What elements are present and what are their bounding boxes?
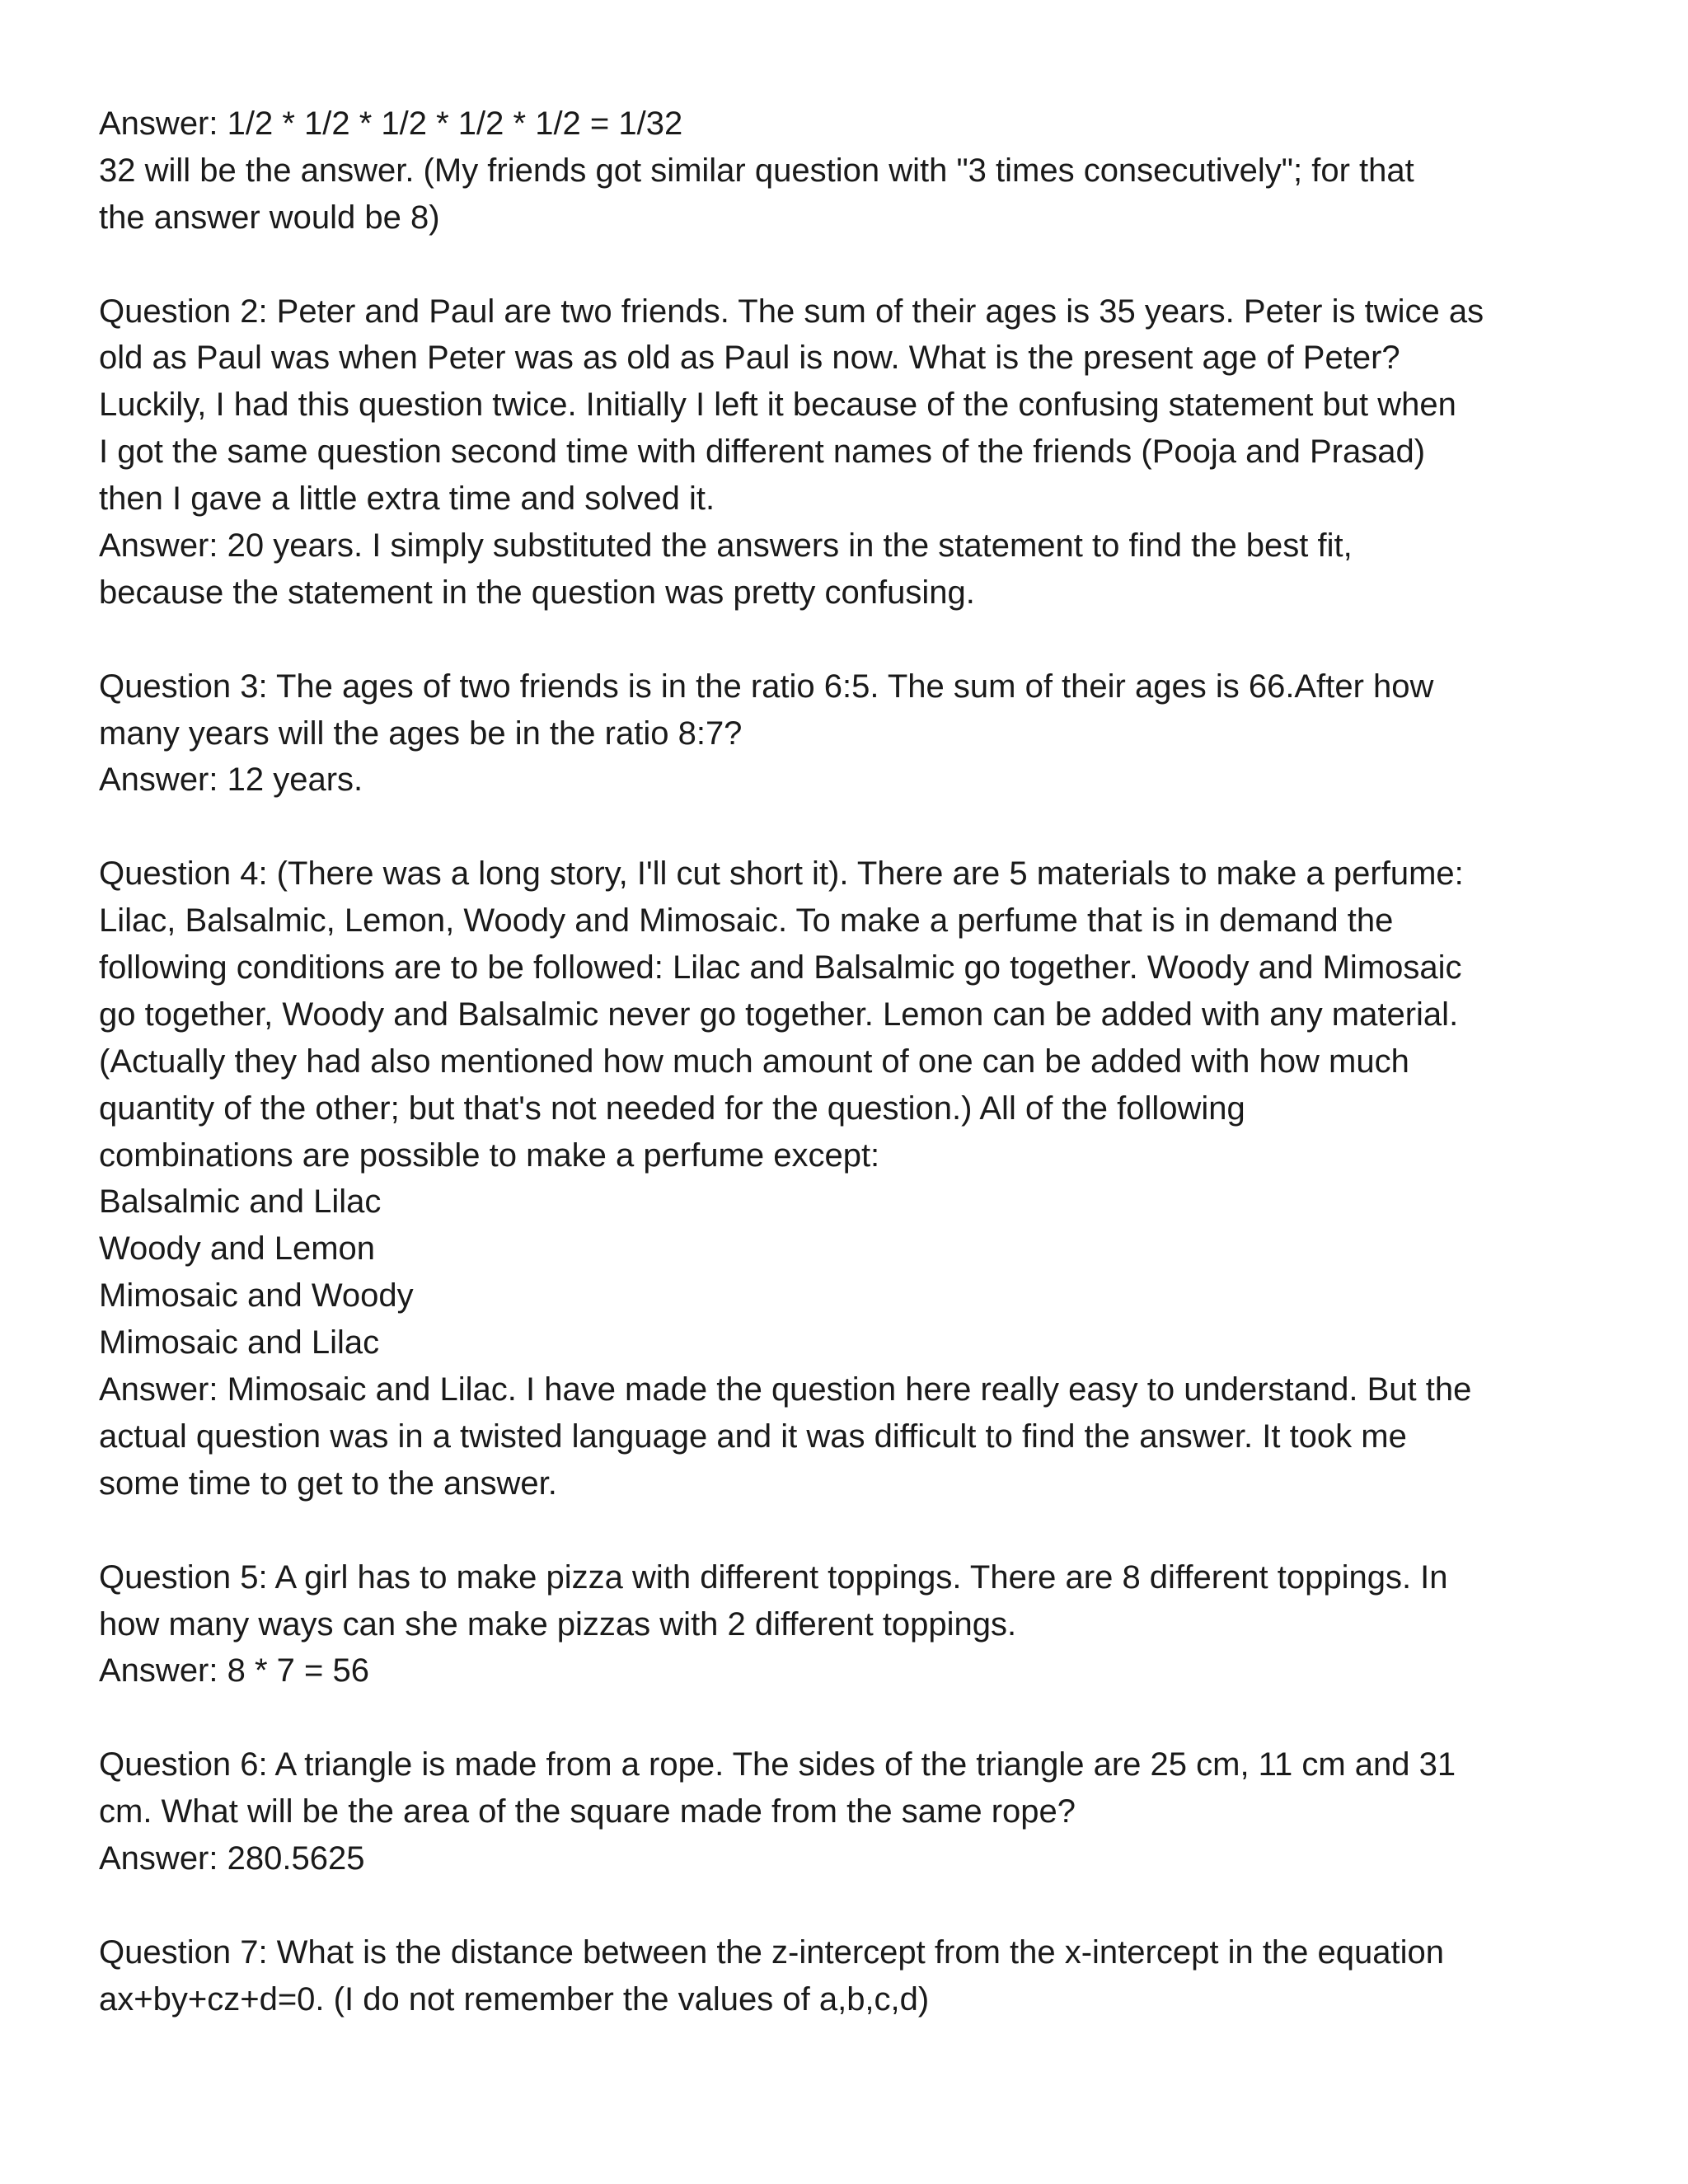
question-2-block [99, 288, 1607, 616]
text-line: combinations are possible to make a perfume except: [99, 1137, 880, 1174]
option-line: Mimosaic and Woody [99, 1277, 414, 1315]
text-line: I got the same question second time with different names of the friends (Pooja and Prasad) [99, 434, 1426, 471]
document-page [99, 101, 1607, 2023]
option-line: Balsalmic and Lilac [99, 1183, 382, 1221]
question-1-answer-block [99, 101, 1607, 241]
text-line: go together, Woody and Balsalmic never go together. Lemon can be added with any material. [99, 996, 1459, 1033]
paragraph-gap [99, 241, 1607, 288]
question-5-block [99, 1554, 1607, 1695]
question-line: Question 2: Peter and Paul are two friends. The sum of their ages is 35 years. Peter is twice as [99, 293, 1484, 330]
text-line: following conditions are to be followed: Lilac and Balsalmic go together. Woody and Mimosaic [99, 949, 1462, 987]
option-line: Mimosaic and Lilac [99, 1324, 380, 1361]
text-line: old as Paul was when Peter was as old as Paul is now. What is the present age of Peter? [99, 340, 1400, 377]
answer-line: Answer: Mimosaic and Lilac. I have made the question here really easy to understand. But the [99, 1371, 1472, 1408]
question-line: Question 6: A triangle is made from a rope. The sides of the triangle are 25 cm, 11 cm and 31 [99, 1746, 1456, 1783]
text-line: some time to get to the answer. [99, 1465, 557, 1502]
answer-line: Answer: 280.5625 [99, 1840, 365, 1877]
text-line: how many ways can she make pizzas with 2 different toppings. [99, 1605, 1017, 1643]
question-3-block [99, 663, 1607, 804]
question-7-block [99, 1929, 1607, 2023]
paragraph-gap [99, 1694, 1607, 1741]
answer-line: Answer: 12 years. [99, 762, 363, 799]
text-line: cm. What will be the area of the square made from the same rope? [99, 1793, 1076, 1830]
text-line: then I gave a little extra time and solved it. [99, 480, 715, 518]
text-line: many years will the ages be in the ratio 8:7? [99, 715, 743, 752]
text-line: Luckily, I had this question twice. Initially I left it because of the confusing statement but when [99, 387, 1456, 424]
paragraph-gap [99, 804, 1607, 851]
answer-line: Answer: 1/2 * 1/2 * 1/2 * 1/2 * 1/2 = 1/32 [99, 105, 683, 142]
text-line: Lilac, Balsalmic, Lemon, Woody and Mimosaic. To make a perfume that is in demand the [99, 902, 1394, 940]
paragraph-gap [99, 1507, 1607, 1554]
option-line: Woody and Lemon [99, 1230, 376, 1268]
question-line: Question 7: What is the distance between the z-intercept from the x-intercept in the equation [99, 1933, 1445, 1971]
paragraph-gap [99, 1882, 1607, 1929]
text-line: because the statement in the question was pretty confusing. [99, 574, 975, 611]
text-line: (Actually they had also mentioned how much amount of one can be added with how much [99, 1043, 1409, 1080]
text-line: actual question was in a twisted language and it was difficult to find the answer. It took me [99, 1418, 1407, 1455]
question-line: Question 3: The ages of two friends is in the ratio 6:5. The sum of their ages is 66.After how [99, 668, 1434, 705]
text-line: quantity of the other; but that's not needed for the question.) All of the following [99, 1090, 1245, 1127]
answer-line: Answer: 20 years. I simply substituted the answers in the statement to find the best fit, [99, 527, 1353, 565]
question-6-block [99, 1741, 1607, 1882]
answer-line: Answer: 8 * 7 = 56 [99, 1652, 369, 1690]
text-line: the answer would be 8) [99, 199, 440, 236]
question-line: Question 4: (There was a long story, I'll cut short it). There are 5 materials to make a perfume: [99, 855, 1464, 893]
paragraph-gap [99, 616, 1607, 663]
text-line: 32 will be the answer. (My friends got similar question with "3 times consecutively"; for that [99, 152, 1414, 189]
text-line: ax+by+cz+d=0. (I do not remember the values of a,b,c,d) [99, 1980, 930, 2018]
question-line: Question 5: A girl has to make pizza with different toppings. There are 8 different toppings. In [99, 1558, 1448, 1596]
question-4-block [99, 851, 1607, 1507]
